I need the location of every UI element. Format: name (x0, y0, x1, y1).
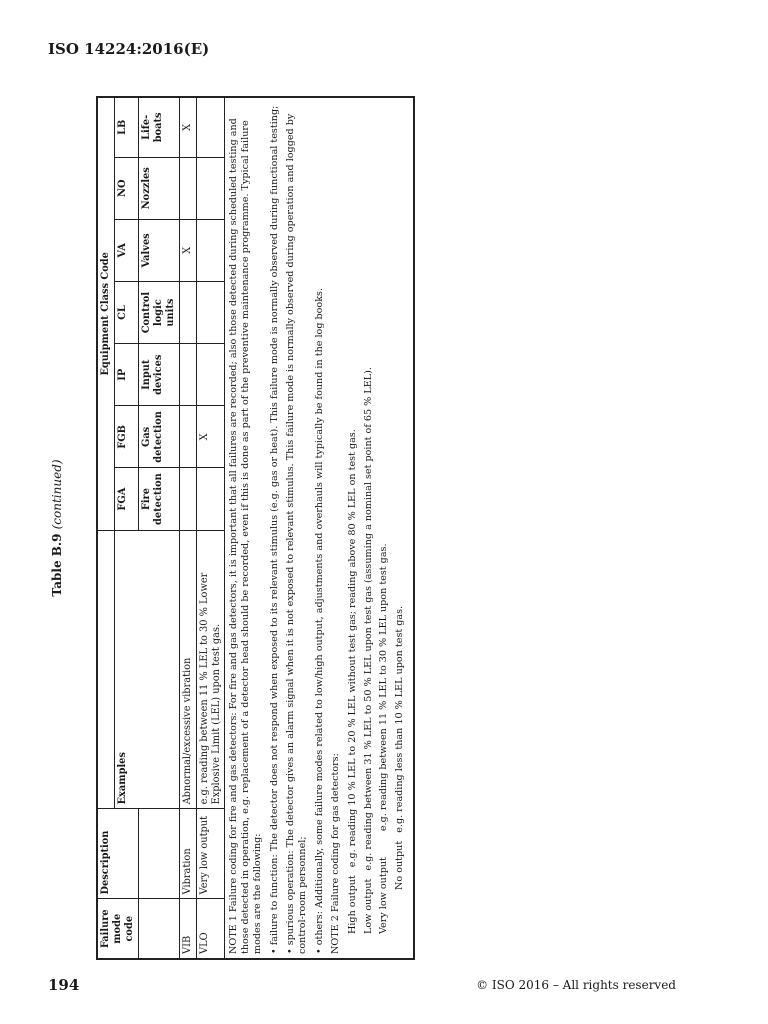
class-name-valves: Valves (138, 219, 179, 281)
code-header-va: VA (114, 219, 138, 281)
table-row (196, 97, 225, 959)
row-description: Very low output (196, 809, 225, 899)
table-row (179, 97, 196, 959)
mark-cl (196, 281, 225, 343)
coding-label: Low output (362, 878, 374, 934)
header-blank (138, 899, 179, 959)
notes-cell (225, 97, 414, 959)
row-description: Vibration (179, 809, 196, 899)
mark-fga (196, 468, 225, 530)
note-bullet-others: • others: Additionally, some failure modes related to low/high output, adjustments and overhauls will typically be found in the log books. (313, 288, 325, 954)
coding-line (378, 102, 390, 934)
note-1: NOTE 1 Failure coding for fire and gas detectors: For fire and gas detectors, it is important that all failures are recorded; also those detected during scheduled testing and those detected in operation, e.g. replacement of a detector head should be recorded, even if this is done as part of the preventive maintenance programme. Typical failure modes are the following: (228, 118, 263, 954)
coding-label: Very low output (378, 857, 390, 934)
mark-fgb (179, 406, 196, 468)
copyright-notice: © ISO 2016 – All rights reserved (476, 978, 676, 992)
coding-label: High output (347, 875, 359, 934)
row-code: VIB (179, 899, 196, 959)
table-title: Table B.9 (50, 533, 64, 597)
examples-header: Examples (114, 530, 179, 809)
header-blank (138, 809, 179, 899)
code-header-fga: FGA (114, 468, 138, 530)
table-title-suffix: (continued) (50, 459, 64, 530)
class-name-gas-detection: Gas detection (138, 406, 179, 468)
mark-cl (179, 281, 196, 343)
mark-lb (196, 97, 225, 157)
coding-text: e.g. reading between 11 % LEL to 30 % LEL upon test gas. (378, 543, 390, 832)
row-examples: Abnormal/excessive vibration (179, 530, 196, 809)
note-2: NOTE 2 Failure coding for gas detectors: (330, 753, 342, 954)
examples-header-spacer (97, 530, 114, 809)
table-caption (50, 96, 65, 960)
coding-text: e.g. reading less than 10 % LEL upon test gas. (394, 605, 406, 833)
code-header-ip: IP (114, 344, 138, 406)
coding-text: e.g. reading 10 % LEL to 20 % LEL without test gas; reading above 80 % LEL on test gas. (347, 429, 359, 868)
code-header-no: NO (114, 157, 138, 219)
failure-mode-table (96, 96, 415, 960)
row-examples: e.g. reading between 11 % LEL to 30 % Lower Explosive Limit (LEL) upon test gas. (196, 530, 225, 809)
mark-va: X (179, 219, 196, 281)
coding-label: No output (394, 840, 406, 890)
mark-fgb: X (196, 406, 225, 468)
note-bullet-spurious-operation: • spurious operation: The detector gives an alarm signal when it is not exposed to relevant stimulus. This failure mode is normally observed during operation and logged by control-room personnel; (285, 113, 308, 954)
row-code: VLO (196, 899, 225, 959)
header-row-1 (97, 97, 114, 959)
mark-no (179, 157, 196, 219)
equipment-class-code-header: Equipment Class Code (97, 97, 114, 530)
class-name-fire-detection: Fire detection (138, 468, 179, 530)
note-bullet-failure-to-function: • failure to function: The detector does not respond when exposed to its relevant stimulus (e.g. gas or heat). This failure mode is normally observed during functional testing; (268, 105, 280, 954)
failure-mode-code-header: Failure mode code (97, 899, 138, 959)
code-header-cl: CL (114, 281, 138, 343)
code-header-fgb: FGB (114, 406, 138, 468)
document-header: ISO 14224:2016(E) (48, 40, 210, 58)
page-number: 194 (48, 976, 80, 994)
mark-no (196, 157, 225, 219)
mark-lb: X (179, 97, 196, 157)
coding-line (394, 102, 406, 890)
rotated-table-block (50, 96, 456, 960)
mark-va (196, 219, 225, 281)
class-name-lifeboats: Lifeboats (138, 97, 179, 157)
mark-ip (196, 344, 225, 406)
coding-text: e.g. reading between 31 % LEL to 50 % LEL upon test gas (assuming a nominal set point of 65 % LEL). (362, 367, 374, 871)
mark-fga (179, 468, 196, 530)
class-name-input-devices: Input devices (138, 344, 179, 406)
coding-line (347, 102, 359, 934)
notes-row (225, 97, 414, 959)
class-name-nozzles: Nozzles (138, 157, 179, 219)
coding-line (363, 102, 375, 934)
description-header: Description (97, 809, 138, 899)
class-name-control-logic-units: Control logic units (138, 281, 179, 343)
mark-ip (179, 344, 196, 406)
code-header-lb: LB (114, 97, 138, 157)
header-row-3 (138, 97, 179, 959)
